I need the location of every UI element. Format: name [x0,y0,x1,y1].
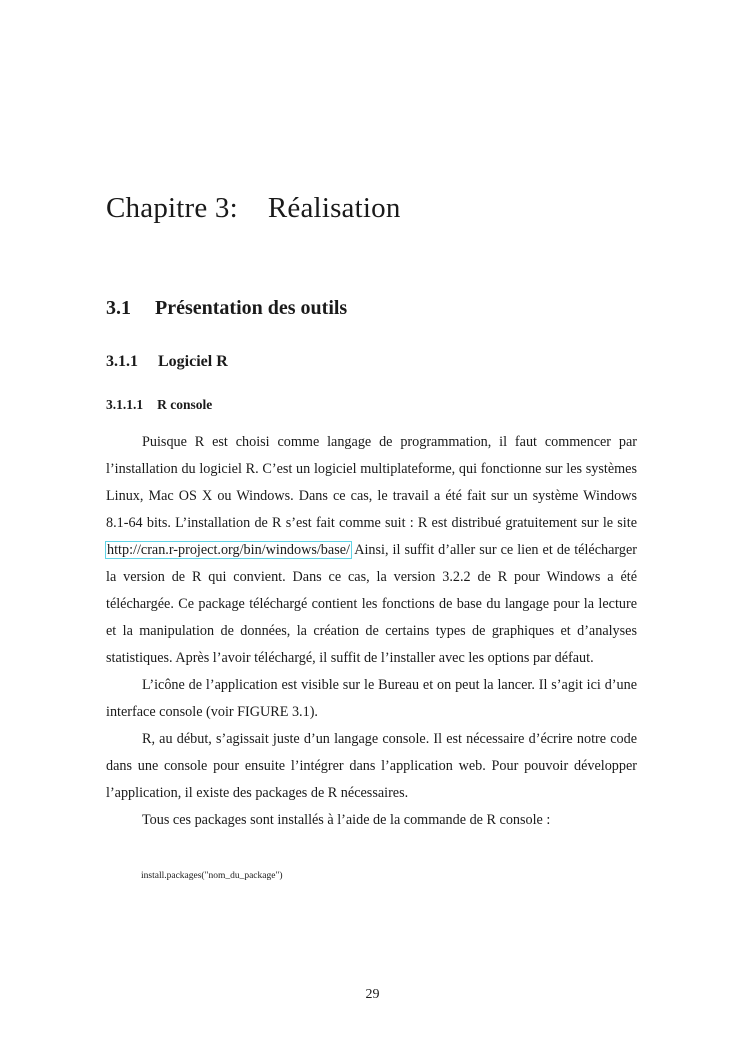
paragraph-text: Ainsi, il suffit d’aller sur ce lien et de télécharger la version de R qui convient. Dans ce cas, la version 3.2.2 de R pour Windows a été téléchargée. Ce package téléchargé contient les fonctions de base du langage pour la lecture et la manipulation de données, la création de certains types de graphiques et d’analyses statistiques. Après l’avoir téléchargé, il suffit de l’installer avec les options par défaut. [106,542,637,666]
cran-link[interactable]: http://cran.r-project.org/bin/windows/base/ [107,542,350,558]
subsection-name: Logiciel R [158,353,228,370]
subsection-heading [106,353,228,371]
section-heading [106,297,347,320]
paragraph-icon: L’icône de l’application est visible sur le Bureau et on peut la lancer. Il s’agit ici d’une interface console (voir FIGURE 3.1). [106,677,637,720]
chapter-title [106,192,401,225]
page-number: 29 [365,987,380,1002]
section-name: Présentation des outils [155,297,348,319]
chapter-name: Réalisation [267,192,401,224]
subsubsection-number: 3.1.1.1 [106,397,144,412]
code-snippet: install.packages("nom_du_package") [141,871,283,881]
paragraph-text: Puisque R est choisi comme langage de programmation, il faut commencer par l’installation du logiciel R. C’est un logiciel multiplateforme, qui fonctionne sur les systèmes Linux, Mac OS X ou Windows. Dans ce cas, le travail a été fait sur un système Windows 8.1-64 bits. L’installation de R s’est fait comme suit : R est distribué gratuitement sur le site [106,434,637,531]
subsection-number: 3.1.1 [106,353,138,370]
paragraph-console: R, au début, s’agissait juste d’un langage console. Il est nécessaire d’écrire notre code dans une console pour ensuite l’intégrer dans l’application web. Pour pouvoir développer l’application, il existe des packages de R nécessaires. [106,731,637,801]
subsubsection-heading [106,397,212,413]
subsubsection-name: R console [157,397,213,412]
section-number: 3.1 [106,297,131,319]
paragraph-packages: Tous ces packages sont installés à l’aide de la commande de R console : [142,812,551,828]
body-text [106,429,637,834]
chapter-number: Chapitre 3: [106,192,238,224]
paragraph-installation [106,429,637,672]
